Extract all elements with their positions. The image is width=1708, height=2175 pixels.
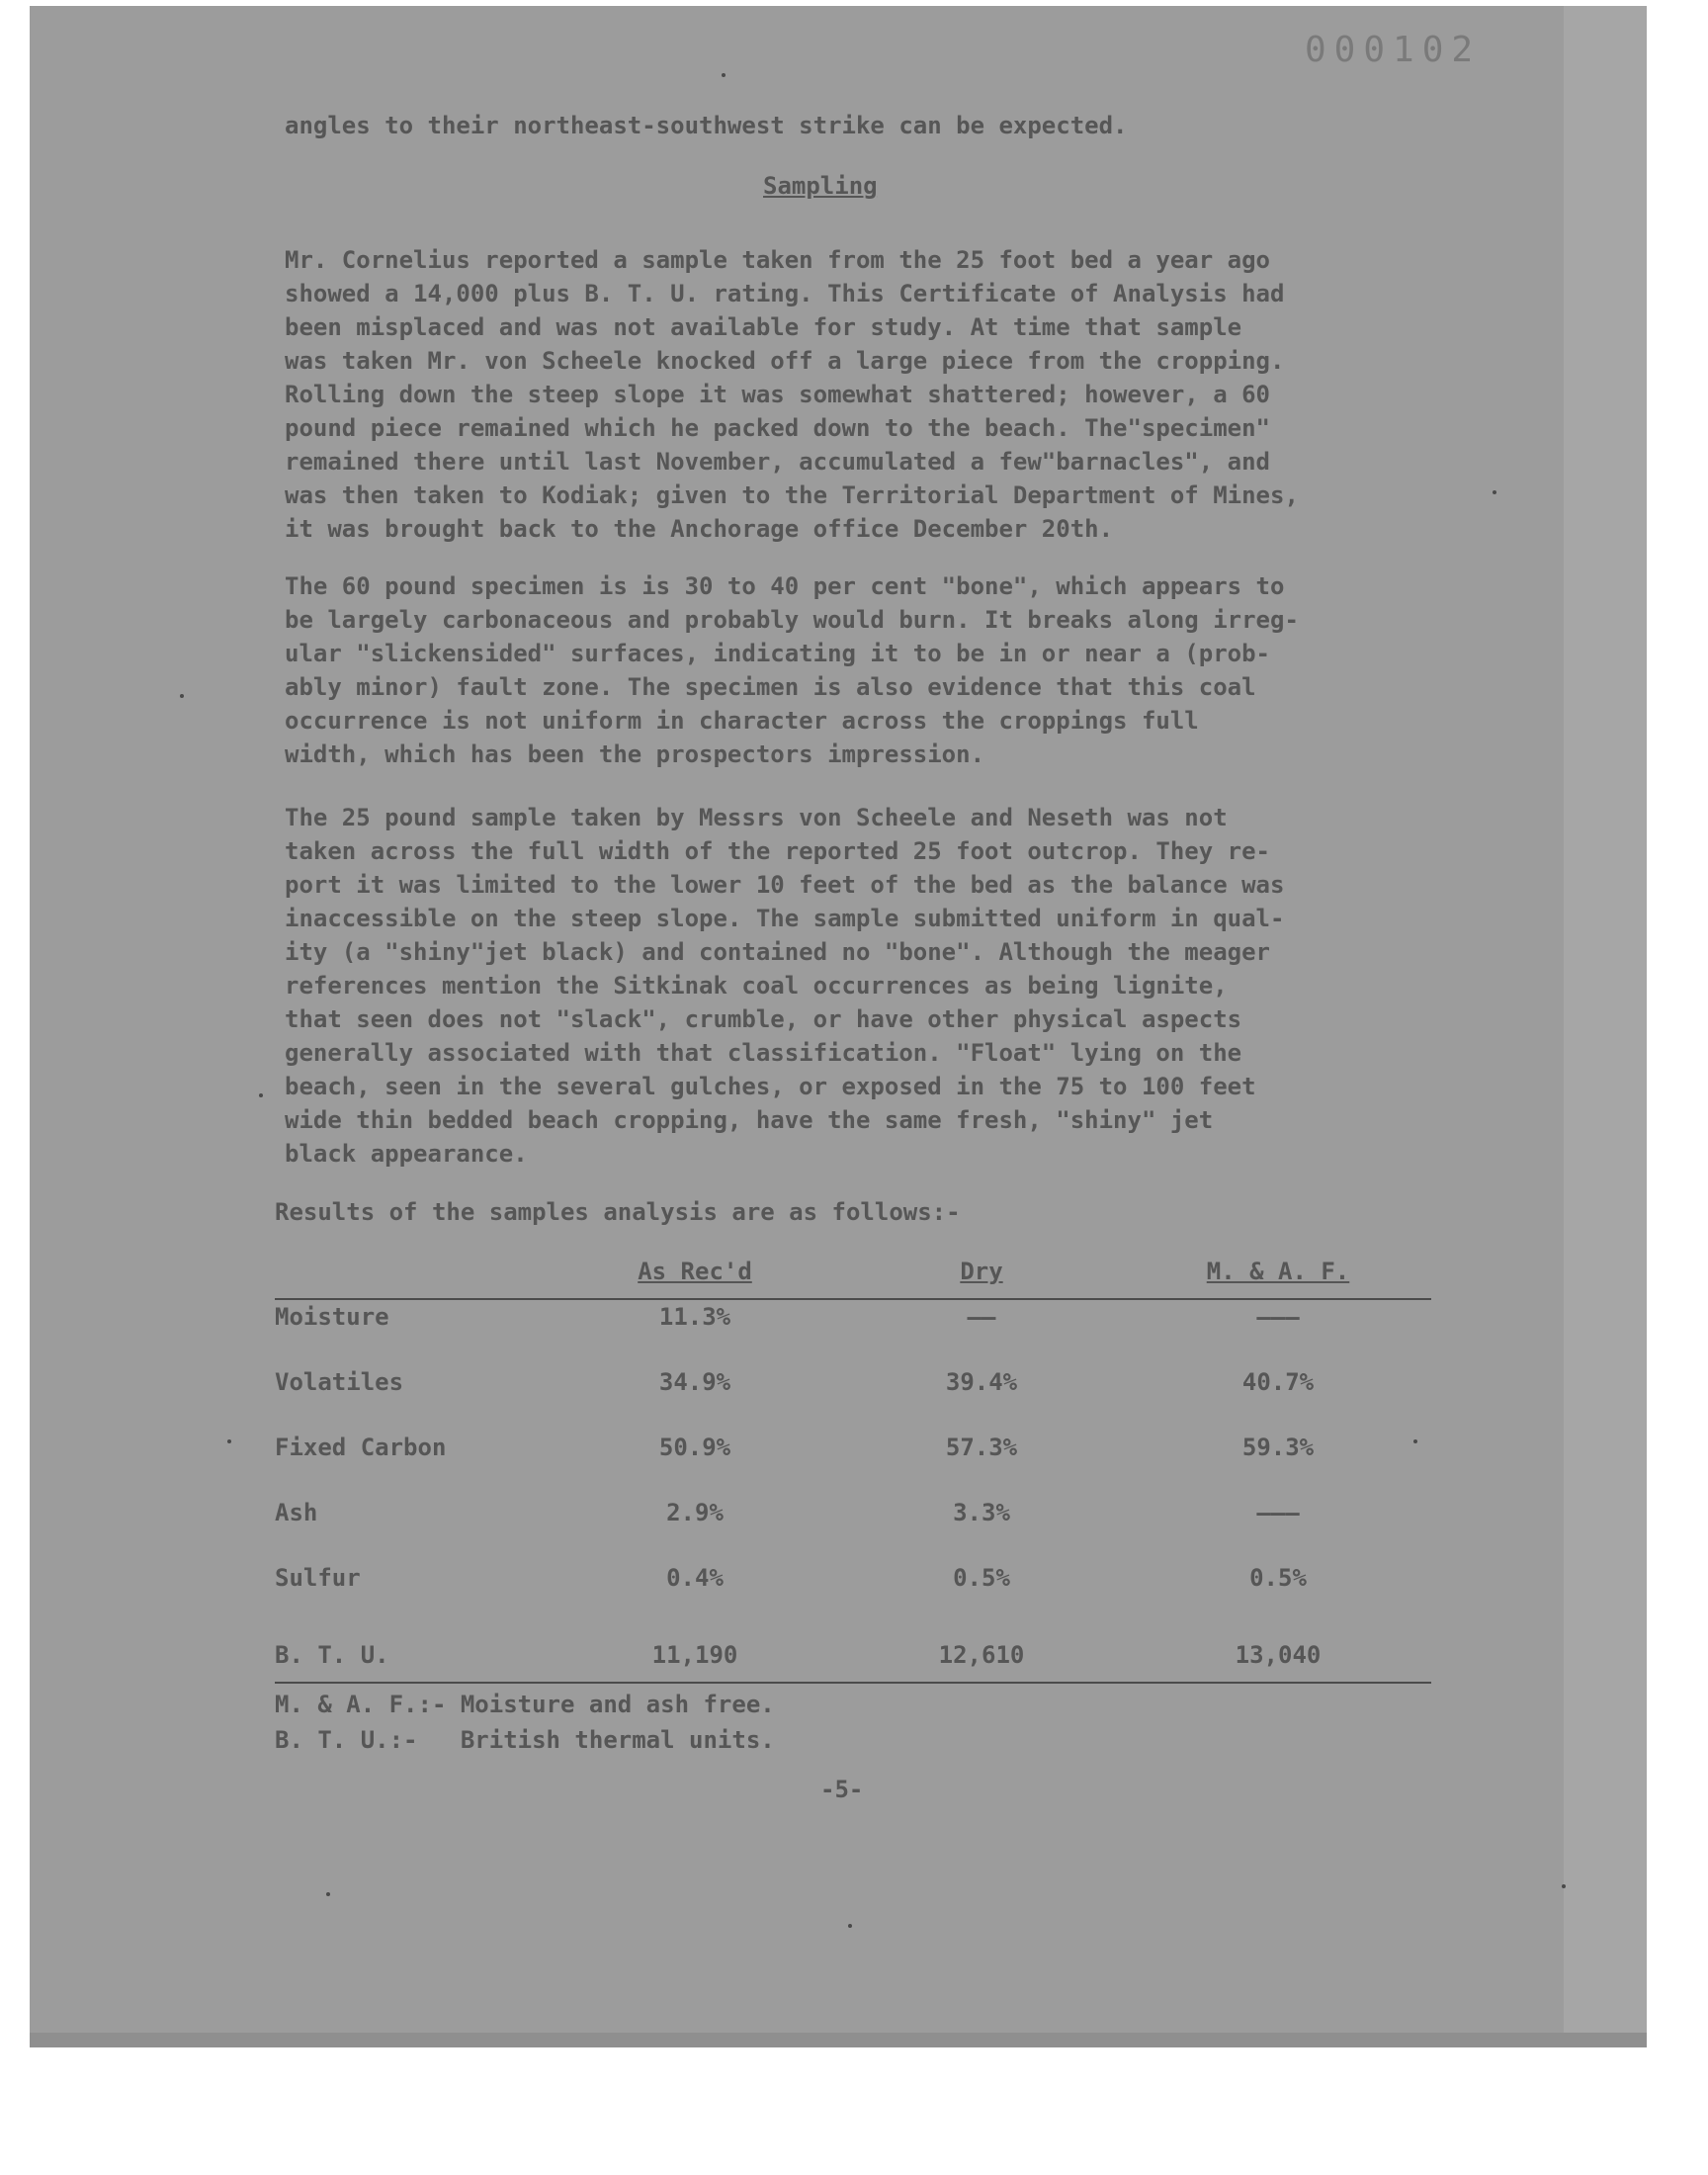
row-label: Sulfur	[275, 1564, 361, 1592]
paragraph-line: The 60 pound specimen is is 30 to 40 per cent "bone", which appears to	[285, 572, 1285, 600]
paragraph-line: showed a 14,000 plus B. T. U. rating. This Certificate of Analysis had	[285, 280, 1285, 307]
paragraph-1	[285, 243, 1471, 546]
paragraph-line: inaccessible on the steep slope. The sample submitted uniform in qual-	[285, 905, 1285, 932]
paragraph-line: wide thin bedded beach cropping, have the same fresh, "shiny" jet	[285, 1106, 1214, 1134]
table-cell: 0.5%	[953, 1564, 1010, 1592]
table-cell: 0.5%	[1249, 1564, 1307, 1592]
table-cell: ———	[1256, 1303, 1300, 1331]
paragraph-line: taken across the full width of the reported 25 foot outcrop. They re-	[285, 837, 1270, 865]
table-cell: ——	[967, 1303, 996, 1331]
table-top-rule	[275, 1298, 1431, 1300]
footnote: B. T. U.:- British thermal units.	[275, 1726, 775, 1754]
table-cell: 39.4%	[945, 1368, 1018, 1396]
scan-speck	[1413, 1439, 1417, 1443]
paragraph-3	[285, 801, 1471, 1171]
row-label: B. T. U.	[275, 1641, 389, 1669]
paragraph-line: port it was limited to the lower 10 feet of the bed as the balance was	[285, 871, 1285, 899]
scan-speck	[326, 1892, 330, 1896]
paragraph-line: pound piece remained which he packed down to the beach. The"specimen"	[285, 414, 1270, 442]
paragraph-line: ular "slickensided" surfaces, indicating it to be in or near a (prob-	[285, 640, 1270, 667]
paragraph-line: was taken Mr. von Scheele knocked off a large piece from the cropping.	[285, 347, 1285, 375]
table-cell: 59.3%	[1241, 1434, 1315, 1461]
paragraph-line: The 25 pound sample taken by Messrs von Scheele and Neseth was not	[285, 804, 1228, 831]
paragraph-line: that seen does not "slack", crumble, or have other physical aspects	[285, 1005, 1242, 1033]
table-header-row	[275, 1258, 1431, 1297]
table-cell: 57.3%	[945, 1434, 1018, 1461]
table-row	[275, 1303, 1431, 1343]
scan-speck	[722, 73, 726, 77]
section-title: Sampling	[763, 172, 878, 200]
scan-speck	[227, 1439, 231, 1443]
page-code: 000102	[1305, 30, 1482, 70]
paragraph-line: generally associated with that classification. "Float" lying on the	[285, 1039, 1242, 1067]
paragraph-line: Mr. Cornelius reported a sample taken from the 25 foot bed a year ago	[285, 246, 1270, 274]
row-label: Volatiles	[275, 1368, 404, 1396]
table-cell: 34.9%	[658, 1368, 731, 1396]
table-cell: 11.3%	[658, 1303, 731, 1331]
table-cell: 2.9%	[666, 1499, 724, 1526]
page-bottom-shading	[30, 2033, 1647, 2047]
table-cell: 3.3%	[953, 1499, 1010, 1526]
table-row	[275, 1564, 1431, 1604]
table-cell: ———	[1256, 1499, 1300, 1526]
scan-speck	[180, 694, 184, 698]
table-cell: 11,190	[651, 1641, 738, 1669]
paragraph-line: ably minor) fault zone. The specimen is also evidence that this coal	[285, 673, 1256, 701]
paragraph-line: been misplaced and was not available for study. At time that sample	[285, 313, 1242, 341]
paragraph-line: it was brought back to the Anchorage office December 20th.	[285, 515, 1114, 543]
paragraph-line: references mention the Sitkinak coal occurrences as being lignite,	[285, 972, 1228, 1000]
row-label: Ash	[275, 1499, 318, 1526]
paragraph-line: width, which has been the prospectors impression.	[285, 740, 985, 768]
row-label: Fixed Carbon	[275, 1434, 447, 1461]
paragraph-line: beach, seen in the several gulches, or exposed in the 75 to 100 feet	[285, 1073, 1256, 1100]
paragraph-2	[285, 569, 1471, 771]
table-cell: 50.9%	[658, 1434, 731, 1461]
table-cell: 12,610	[938, 1641, 1025, 1669]
paragraph-line: Rolling down the steep slope it was somewhat shattered; however, a 60	[285, 381, 1270, 408]
scanned-page	[30, 6, 1647, 2047]
scan-speck	[1562, 1884, 1566, 1888]
table-bottom-rule	[275, 1682, 1431, 1684]
paragraph-line: ity (a "shiny"jet black) and contained no "bone". Although the meager	[285, 938, 1270, 966]
continuation-line: angles to their northeast-southwest strike can be expected.	[285, 112, 1128, 139]
table-row	[275, 1641, 1431, 1681]
table-cell: 13,040	[1235, 1641, 1322, 1669]
footnote: M. & A. F.:- Moisture and ash free.	[275, 1691, 775, 1718]
table-cell: 0.4%	[666, 1564, 724, 1592]
column-header: M. & A. F.	[1206, 1258, 1350, 1285]
scan-speck	[848, 1924, 852, 1928]
page-edge-shading	[1564, 6, 1647, 2047]
scan-speck	[259, 1093, 263, 1097]
paragraph-line: occurrence is not uniform in character across the croppings full	[285, 707, 1199, 735]
page-number: -5-	[820, 1776, 864, 1803]
row-label: Moisture	[275, 1303, 389, 1331]
column-header: As Rec'd	[638, 1258, 752, 1285]
column-header: Dry	[960, 1258, 1003, 1285]
scan-speck	[1493, 490, 1496, 494]
table-cell: 40.7%	[1241, 1368, 1315, 1396]
results-intro: Results of the samples analysis are as follows:-	[275, 1198, 961, 1226]
table-row	[275, 1499, 1431, 1538]
paragraph-line: remained there until last November, accumulated a few"barnacles", and	[285, 448, 1270, 476]
paragraph-line: was then taken to Kodiak; given to the Territorial Department of Mines,	[285, 481, 1299, 509]
paragraph-line: be largely carbonaceous and probably would burn. It breaks along irreg-	[285, 606, 1299, 634]
paragraph-line: black appearance.	[285, 1140, 528, 1168]
table-row	[275, 1368, 1431, 1408]
footnotes	[275, 1687, 775, 1758]
table-row	[275, 1434, 1431, 1473]
